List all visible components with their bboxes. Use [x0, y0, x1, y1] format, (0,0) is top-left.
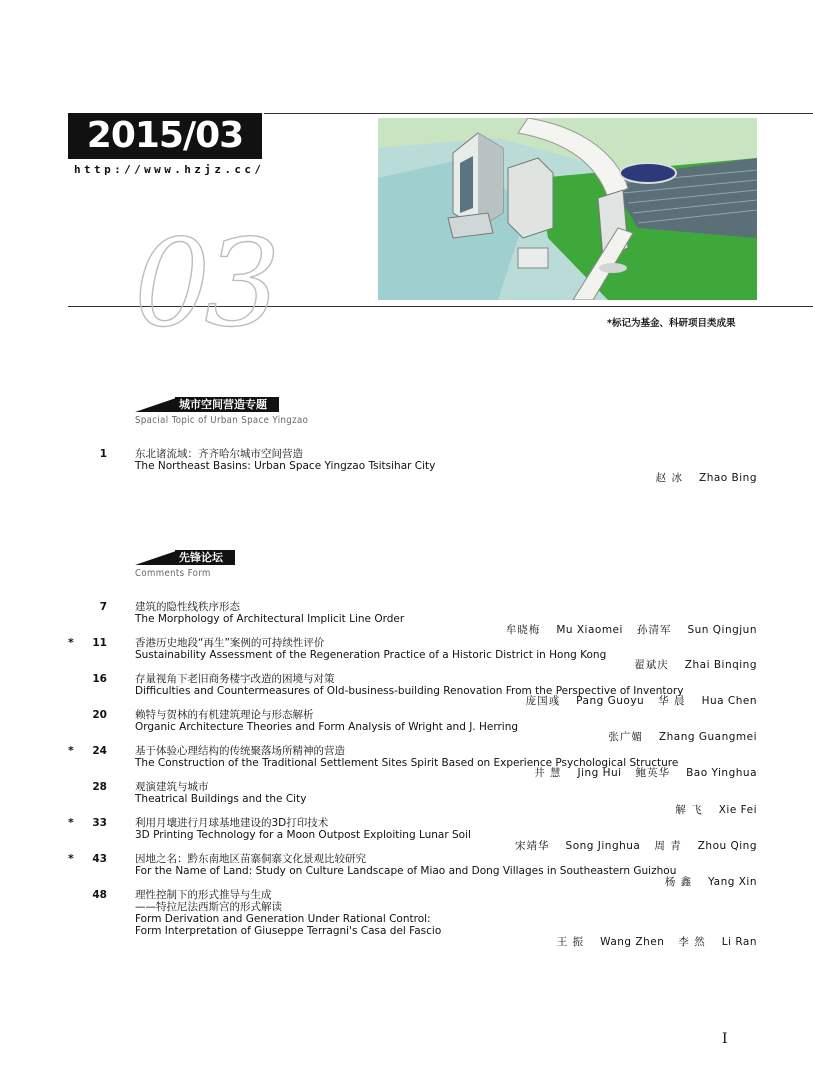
fund-note: *标记为基金、科研项目类成果 [607, 318, 736, 329]
title-en: The Construction of the Traditional Settlement Sites Spirit Based on Experience Psychological Structure [135, 757, 679, 769]
section-label-zh: 城市空间营造专题 [175, 397, 279, 412]
title-zh: 基于体验心理结构的传统聚落场所精神的营造 [135, 745, 345, 757]
author-zh: 华 晨 [658, 695, 686, 707]
author-zh: 解 飞 [675, 804, 703, 816]
title-en: Theatrical Buildings and the City [135, 793, 307, 805]
author-zh: 张广媚 [608, 731, 643, 743]
issue-number: 2015/03 [68, 113, 262, 159]
author-en: Xie Fei [718, 804, 757, 816]
page-number: 7 [99, 601, 107, 613]
entry-authors [501, 840, 757, 852]
author-zh: 赵 冰 [655, 472, 684, 484]
title-zh-sub: ——特拉尼法西斯宫的形式解读 [135, 901, 282, 913]
page-number: 20 [92, 709, 107, 721]
author-zh: 宋靖华 [515, 840, 550, 852]
author-en: Zhou Qing [697, 840, 757, 852]
author-zh: 杨 鑫 [664, 876, 693, 888]
entry-authors [543, 936, 757, 948]
page-number: 33 [92, 817, 107, 829]
section-triangle-icon [135, 550, 179, 565]
top-rule [264, 113, 813, 114]
author-en: Zhai Binqing [684, 659, 757, 671]
section-label-en: Comments Form [135, 568, 211, 579]
section-label-en: Spacial Topic of Urban Space Yingzao [135, 415, 309, 426]
title-zh: 赖特与贺林的有机建筑理论与形态解析 [135, 709, 314, 721]
author-zh: 孙清军 [636, 624, 672, 636]
title-zh: 利用月壤进行月球基地建设的3D打印技术 [135, 817, 329, 829]
author-zh: 翟斌庆 [634, 659, 669, 671]
title-en: The Morphology of Architectural Implicit Line Order [135, 613, 405, 625]
entry-title [135, 781, 775, 805]
author-zh: 王 振 [556, 936, 585, 948]
website-url[interactable]: http://www.hzjz.cc/ [74, 163, 265, 176]
fund-star: * [68, 852, 74, 865]
author-zh: 井 慧 [534, 767, 562, 779]
title-en: Organic Architecture Theories and Form Analysis of Wright and J. Herring [135, 721, 519, 733]
entry-authors [661, 804, 757, 816]
entry-title [135, 889, 775, 937]
entry-authors [594, 731, 757, 743]
author-en: Li Ran [721, 936, 757, 948]
title-en: 3D Printing Technology for a Moon Outpost Exploiting Lunar Soil [135, 829, 471, 841]
entry-title [135, 853, 775, 877]
title-zh: 建筑的隐性线秩序形态 [135, 601, 240, 613]
title-en: The Northeast Basins: Urban Space Yingzao Tsitsihar City [135, 460, 436, 472]
title-en: Form Derivation and Generation Under Rational Control: [135, 913, 431, 925]
author-en: Wang Zhen [600, 936, 665, 948]
big-issue-numeral: 03 [134, 215, 275, 354]
page-number: 1 [99, 448, 107, 460]
entry-title [135, 709, 775, 733]
entry-title [135, 448, 775, 472]
title-zh: 因地之名：黔东南地区苗寨侗寨文化景观比较研究 [135, 853, 366, 865]
author-zh: 庞国彧 [525, 695, 561, 707]
title-zh: 香港历史地段“再生”案例的可持续性评价 [135, 637, 325, 649]
entry-title [135, 745, 775, 769]
author-en: Zhao Bing [699, 472, 757, 484]
title-en: For the Name of Land: Study on Culture Landscape of Miao and Dong Villages in Southeastern Guizhou [135, 865, 677, 877]
title-en: Sustainability Assessment of the Regeneration Practice of a Historic District in Hong Kong [135, 649, 607, 661]
page-number: 11 [92, 637, 107, 649]
author-en: Song Jinghua [565, 840, 641, 852]
entry-title [135, 601, 775, 625]
title-zh: 存量视角下老旧商务楼宇改造的困境与对策 [135, 673, 335, 685]
author-en: Sun Qingjun [687, 624, 757, 636]
entry-authors [620, 659, 757, 671]
fund-star: * [68, 744, 74, 757]
author-en: Mu Xiaomei [556, 624, 623, 636]
fund-star: * [68, 636, 74, 649]
author-zh: 牟晓梅 [505, 624, 541, 636]
page-number-roman: I [722, 1031, 728, 1047]
author-zh: 周 青 [654, 840, 682, 852]
page-number: 24 [92, 745, 107, 757]
author-en: Hua Chen [701, 695, 757, 707]
section-triangle-icon [135, 397, 179, 412]
entry-authors [642, 472, 757, 484]
title-en-sub: Form Interpretation of Giuseppe Terragni's Casa del Fascio [135, 925, 442, 937]
author-en: Jing Hui [577, 767, 622, 779]
entry-title [135, 637, 775, 661]
entry-authors [520, 767, 757, 779]
author-zh: 李 然 [678, 936, 706, 948]
page-number: 28 [92, 781, 107, 793]
page-number: 16 [92, 673, 107, 685]
title-zh: 东北诸流域：齐齐哈尔城市空间营造 [135, 448, 303, 460]
entry-authors [492, 624, 757, 636]
cover-architecture-image [378, 118, 757, 300]
fund-star: * [68, 816, 74, 829]
title-zh: 观演建筑与城市 [135, 781, 209, 793]
author-zh: 鲍英华 [635, 767, 671, 779]
page-number: 43 [92, 853, 107, 865]
entry-title [135, 817, 775, 841]
page-number: 48 [92, 889, 107, 901]
entry-title [135, 673, 775, 697]
author-en: Yang Xin [708, 876, 757, 888]
entry-authors [651, 876, 757, 888]
title-en: Difficulties and Countermeasures of Old-business-building Renovation From the Perspective of Inventory [135, 685, 684, 697]
author-en: Zhang Guangmei [658, 731, 757, 743]
entry-authors [512, 695, 757, 707]
section-label-zh: 先锋论坛 [175, 550, 235, 565]
author-en: Bao Yinghua [686, 767, 757, 779]
title-zh: 理性控制下的形式推导与生成 [135, 889, 272, 901]
author-en: Pang Guoyu [576, 695, 645, 707]
